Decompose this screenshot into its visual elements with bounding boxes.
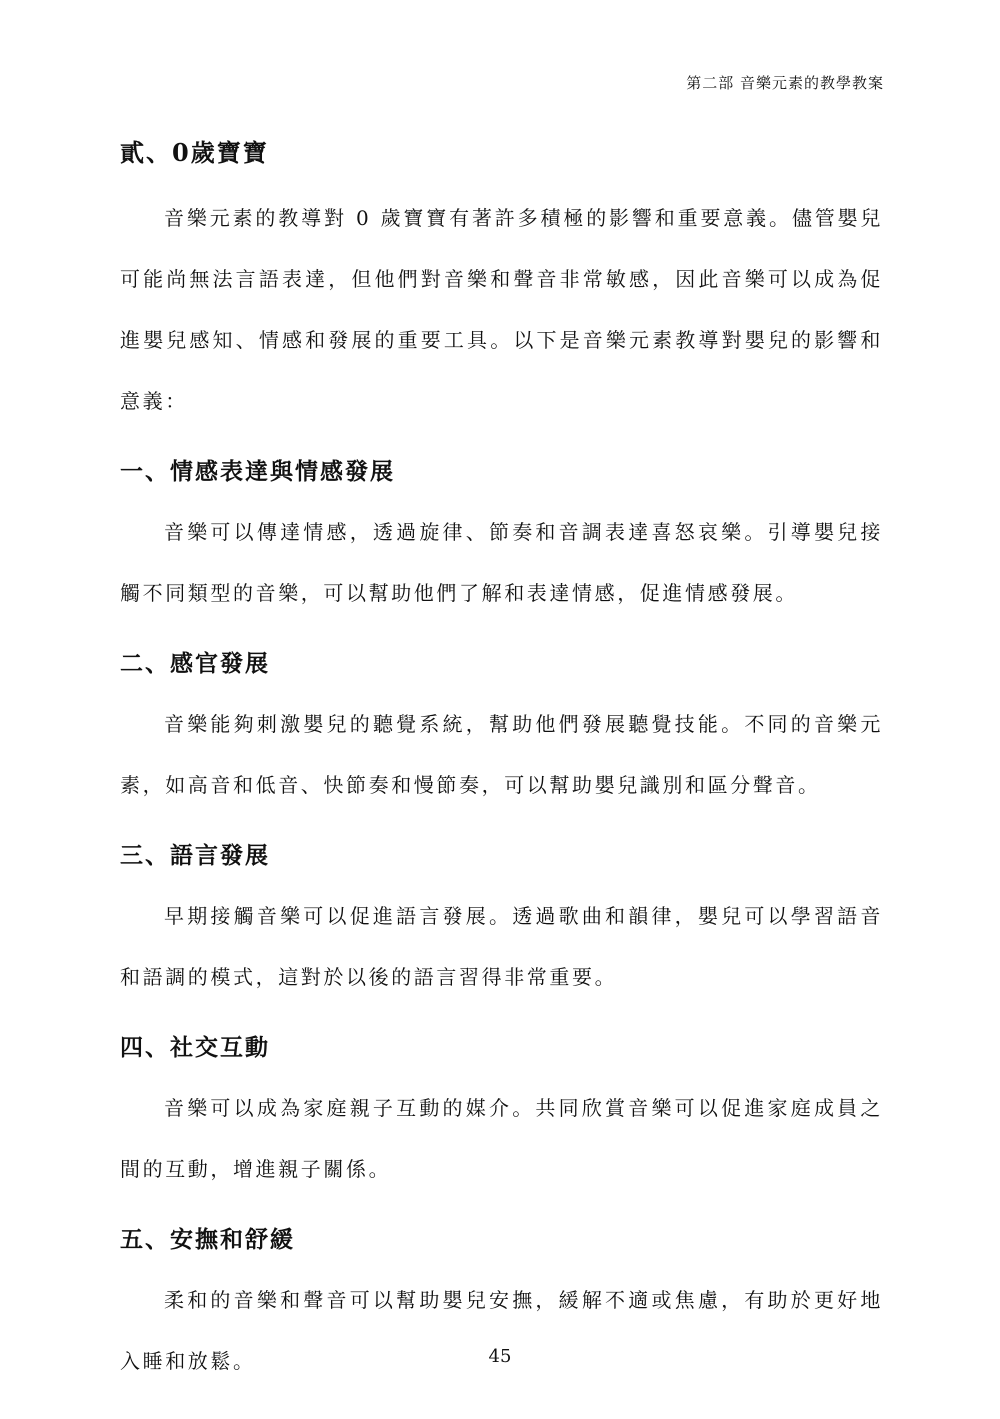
section-title-sensory: 二、感官發展 [120, 650, 270, 677]
section-body-soothing: 柔和的音樂和聲音可以幫助嬰兒安撫，緩解不適或焦慮，有助於更好地入睡和放鬆。 [120, 1288, 883, 1373]
section-body-emotion: 音樂可以傳達情感，透過旋律、節奏和音調表達喜怒哀樂。引導嬰兒接觸不同類型的音樂，可以幫助他們了解和表達情感，促進情感發展。 [120, 520, 883, 605]
main-heading: 貳、0歲寶寶 [120, 138, 269, 167]
page-number: 45 [488, 1346, 512, 1367]
section-title-social: 四、社交互動 [120, 1034, 270, 1061]
section-title-soothing: 五、安撫和舒緩 [120, 1226, 295, 1253]
section-title-emotion: 一、情感表達與情感發展 [120, 458, 395, 485]
section-body-social: 音樂可以成為家庭親子互動的媒介。共同欣賞音樂可以促進家庭成員之間的互動，增進親子關係。 [120, 1096, 883, 1181]
intro-paragraph: 音樂元素的教導對 0 歲寶寶有著許多積極的影響和重要意義。儘管嬰兒可能尚無法言語表達，但他們對音樂和聲音非常敏感，因此音樂可以成為促進嬰兒感知、情感和發展的重要工具。以下是音樂元素教導對嬰兒的影響和意義： [120, 206, 883, 413]
document-body [120, 132, 883, 1392]
running-header: 第二部 音樂元素的教學教案 [686, 74, 884, 92]
section-body-language: 早期接觸音樂可以促進語言發展。透過歌曲和韻律，嬰兒可以學習語音和語調的模式，這對於以後的語言習得非常重要。 [120, 904, 883, 989]
section-title-language: 三、語言發展 [120, 842, 270, 869]
section-body-sensory: 音樂能夠刺激嬰兒的聽覺系統，幫助他們發展聽覺技能。不同的音樂元素，如高音和低音、快節奏和慢節奏，可以幫助嬰兒識別和區分聲音。 [120, 712, 883, 797]
